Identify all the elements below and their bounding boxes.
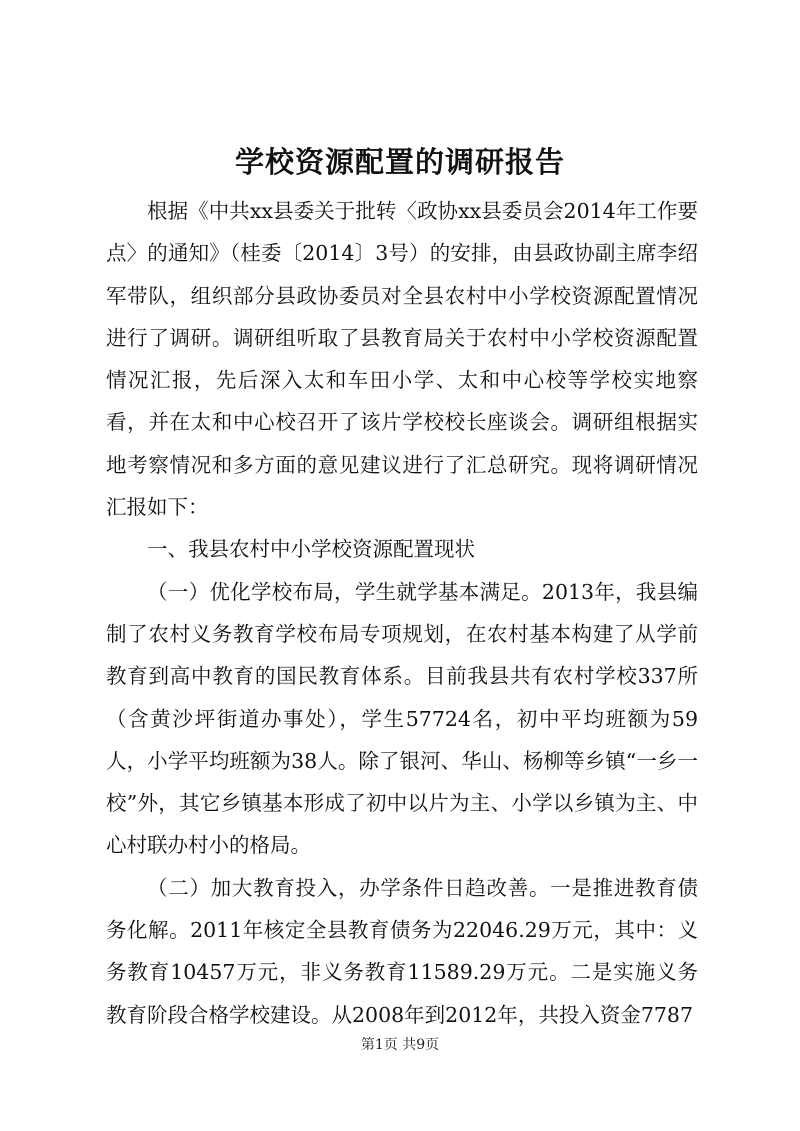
document-body — [106, 190, 698, 1036]
section-heading: 一、我县农村中小学校资源配置现状 — [147, 537, 475, 562]
intro-paragraph: 根据《中共xx县委关于批转〈政协xx县委员会2014年工作要点〉的通知》（桂委〔2014〕3号）的安排，由县政协副主席李绍军带队，组织部分县政协委员对全县农村中小学校资源配置情况进行了调研。调研组听取了县教育局关于农村中小学校资源配置情况汇报，先后深入太和车田小学、太和中心校等学校实地察看，并在太和中心校召开了该片学校校长座谈会。调研组根据实地考察情况和多方面的意见建议进行了汇总研究。现将调研情况汇报如下： — [106, 199, 698, 520]
subsection-paragraph-1: （一）优化学校布局，学生就学基本满足。2013年，我县编制了农村义务教育学校布局专项规划，在农村基本构建了从学前教育到高中教育的国民教育体系。目前我县共有农村学校337所（含黄沙坪街道办事处），学生57724名，初中平均班额为59人，小学平均班额为38人。除了银河、华山、杨柳等乡镇“一乡一校”外，其它乡镇基本形成了初中以片为主、小学以乡镇为主、中心村联办村小的格局。 — [106, 579, 698, 858]
document-title: 学校资源配置的调研报告 — [234, 145, 565, 179]
subsection-paragraph-2: （二）加大教育投入，办学条件日趋改善。一是推进教育债务化解。2011年核定全县教育债务为22046.29万元，其中：义务教育10457万元，非义务教育11589.29万元。二是实施义务教育阶段合格学校建设。从2008年到2012年，共投入资金7787 — [106, 875, 698, 1027]
page-footer: 第1页 共9页 — [360, 1037, 440, 1053]
